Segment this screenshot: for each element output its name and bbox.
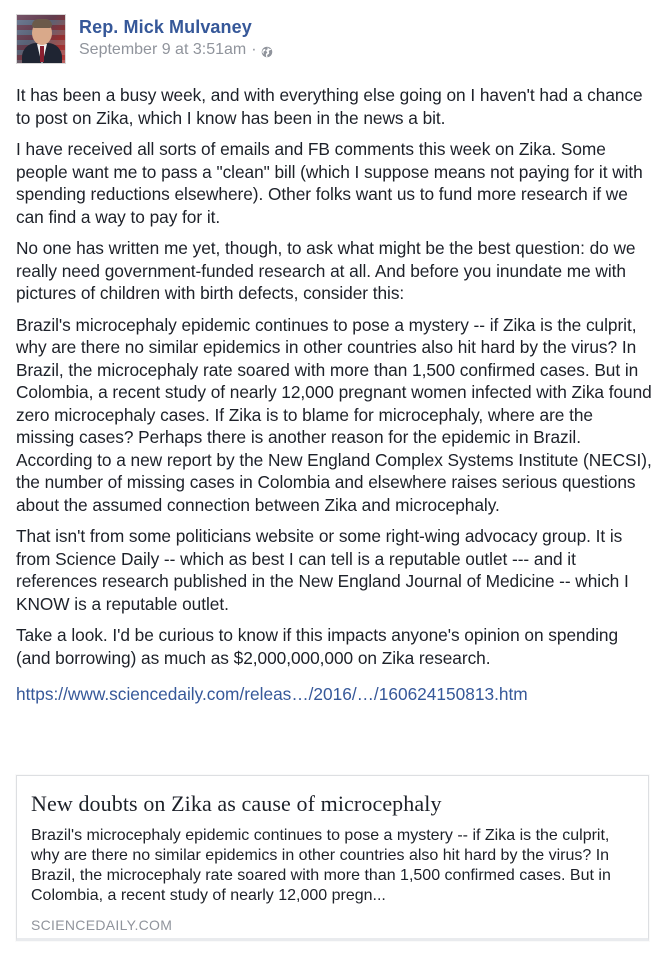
article-link[interactable]: https://www.sciencedaily.com/releas…/2016/…/160624150813.htm bbox=[16, 684, 528, 704]
avatar[interactable] bbox=[16, 14, 66, 64]
post-timestamp[interactable]: September 9 at 3:51am bbox=[79, 41, 247, 58]
avatar-tie bbox=[40, 46, 44, 62]
author-name[interactable]: Rep. Mick Mulvaney bbox=[79, 17, 252, 37]
globe-icon[interactable] bbox=[261, 44, 273, 56]
post-meta bbox=[79, 14, 273, 60]
post-paragraph-2: I have received all sorts of emails and FB comments this week on Zika. Some people want me to pass a "clean" bill (which I suppose means not paying for it with spending reductions elsewhere). Other folks want us to fund more research if we can find a way to pay for it. bbox=[16, 139, 643, 227]
post-paragraph-1: It has been a busy week, and with everything else going on I haven't had a chance to post on Zika, which I know has been in the news a bit. bbox=[16, 85, 643, 128]
post-paragraph-6: Take a look. I'd be curious to know if this impacts anyone's opinion on spending (and borrowing) as much as $2,000,000,000 on Zika research. bbox=[16, 625, 619, 668]
avatar-hair bbox=[32, 19, 52, 28]
card-title[interactable]: New doubts on Zika as cause of microcephaly bbox=[31, 791, 442, 816]
timestamp-row bbox=[79, 40, 273, 60]
post-header bbox=[16, 14, 273, 66]
card-source: SCIENCEDAILY.COM bbox=[31, 917, 173, 933]
card-description: Brazil's microcephaly epidemic continues to pose a mystery -- if Zika is the culprit, why are there no similar epidemics in other countries also hit hard by the virus? In Brazil, the microcephaly rate soared with more than 1,500 confirmed cases. But in Colombia, a recent study of nearly 12,000 pregn... bbox=[31, 827, 611, 904]
post-paragraph-3: No one has written me yet, though, to ask what might be the best question: do we really need government-funded research at all. And before you inundate me with pictures of children with birth defects, consider this: bbox=[16, 238, 636, 303]
separator-dot: · bbox=[251, 41, 257, 58]
post-paragraph-4: Brazil's microcephaly epidemic continues to pose a mystery -- if Zika is the culprit, why are there no similar epidemics in other countries also hit hard by the virus? In Brazil, the microcephaly rate soared with more than 1,500 confirmed cases. But in Colombia, a recent study of nearly 12,000 pregnant women infected with Zika found zero microcephaly cases. If Zika is to blame for microcephaly, where are the missing cases? Perhaps there is another reason for the epidemic in Brazil. According to a new report by the New England Complex Systems Institute (NECSI), the number of missing cases in Colombia and elsewhere raises serious questions about the assumed connection between Zika and microcephaly. bbox=[16, 314, 652, 515]
post-paragraph-5: That isn't from some politicians website or some right-wing advocacy group. It is from Science Daily -- which as best I can tell is a reputable outlet --- and it references research published in the New England Journal of Medicine -- which I KNOW is a reputable outlet. bbox=[16, 526, 629, 614]
post-body bbox=[16, 84, 652, 705]
link-preview-card[interactable] bbox=[16, 775, 649, 941]
